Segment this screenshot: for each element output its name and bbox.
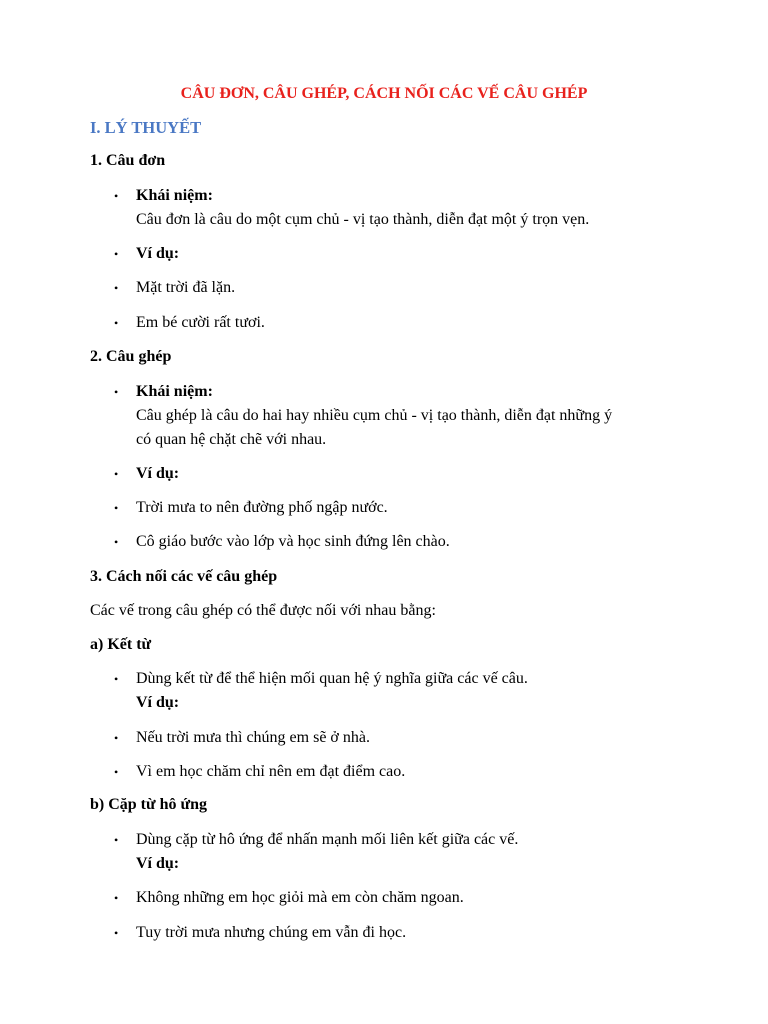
example-text: Trời mưa to nên đường phố ngập nước. (136, 499, 388, 516)
example-text: Nếu trời mưa thì chúng em sẽ ở nhà. (136, 729, 370, 746)
list-item (114, 184, 676, 232)
example-label: Ví dụ: (136, 465, 180, 482)
example-label: Ví dụ: (136, 245, 180, 262)
bullet-icon: • (114, 467, 119, 481)
document-title: CÂU ĐƠN, CÂU GHÉP, CÁCH NỐI CÁC VẾ CÂU GHÉP (180, 85, 588, 102)
bullet-icon: • (114, 833, 119, 847)
bullet-icon: • (114, 247, 119, 261)
concept-text: Câu đơn là câu do một cụm chủ - vị tạo thành, diễn đạt một ý trọn vẹn. (136, 211, 590, 228)
example-text: Không những em học giỏi mà em còn chăm ngoan. (136, 889, 464, 906)
bullet-icon: • (114, 731, 119, 745)
part3b-heading: b) Cặp từ hô ứng (90, 796, 208, 813)
list-item (114, 276, 676, 300)
concept-label: Khái niệm: (136, 383, 213, 400)
bullet-icon: • (114, 926, 119, 940)
list-item (114, 760, 676, 784)
concept-label: Khái niệm: (136, 187, 213, 204)
list-item (114, 242, 676, 266)
example-label: Ví dụ: (136, 694, 180, 711)
part2-heading: 2. Câu ghép (90, 348, 172, 365)
list-item (114, 311, 676, 335)
bullet-icon: • (114, 765, 119, 779)
bullet-icon: • (114, 316, 119, 330)
part3-heading: 3. Cách nối các vế câu ghép (90, 568, 278, 585)
example-text: Em bé cười rất tươi. (136, 314, 265, 331)
bullet-icon: • (114, 501, 119, 515)
list-item (114, 530, 676, 554)
concept-text-line1: Câu ghép là câu do hai hay nhiều cụm chủ - vị tạo thành, diễn đạt những ý (136, 407, 613, 424)
example-label: Ví dụ: (136, 855, 180, 872)
example-text: Cô giáo bước vào lớp và học sinh đứng lên chào. (136, 533, 450, 550)
list-item (114, 462, 676, 486)
list-item (114, 667, 676, 715)
list-item (114, 886, 676, 910)
section-heading: I. LÝ THUYẾT (90, 118, 202, 137)
bullet-icon: • (114, 672, 119, 686)
concept-text-line2: có quan hệ chặt chẽ với nhau. (136, 431, 327, 448)
list-item (114, 496, 676, 520)
description-text: Dùng kết từ để thể hiện mối quan hệ ý nghĩa giữa các vế câu. (136, 670, 528, 687)
part3-intro: Các vế trong câu ghép có thể được nối với nhau bằng: (90, 602, 436, 619)
list-item (114, 380, 676, 452)
bullet-icon: • (114, 891, 119, 905)
list-item (114, 921, 676, 945)
bullet-icon: • (114, 189, 119, 203)
example-text: Vì em học chăm chỉ nên em đạt điểm cao. (136, 763, 406, 780)
bullet-icon: • (114, 385, 119, 399)
list-item (114, 828, 676, 876)
part1-heading: 1. Câu đơn (90, 152, 166, 169)
bullet-icon: • (114, 281, 119, 295)
example-text: Mặt trời đã lặn. (136, 279, 236, 296)
part3a-heading: a) Kết từ (90, 636, 152, 653)
bullet-icon: • (114, 535, 119, 549)
example-text: Tuy trời mưa nhưng chúng em vẫn đi học. (136, 924, 407, 941)
list-item (114, 726, 676, 750)
description-text: Dùng cặp từ hô ứng để nhấn mạnh mối liên kết giữa các vế. (136, 831, 519, 848)
